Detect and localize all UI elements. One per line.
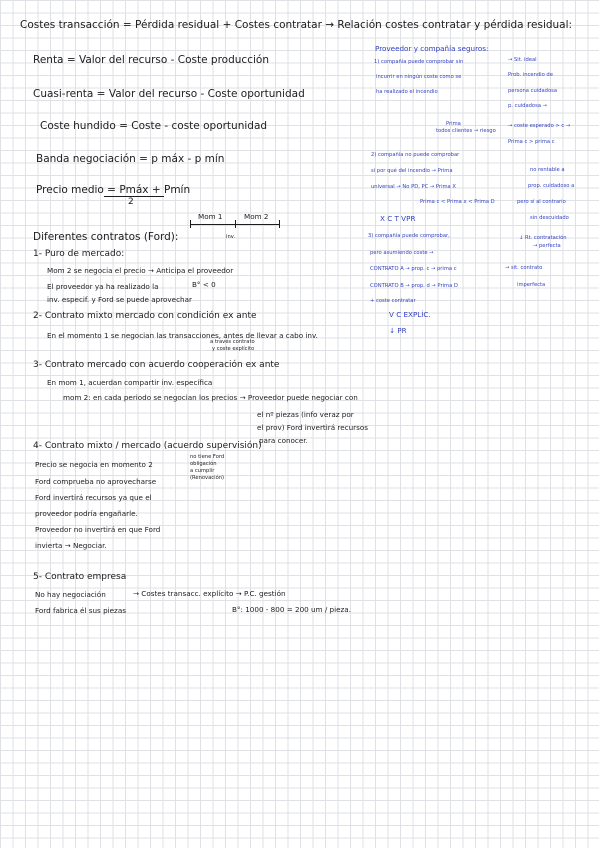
definition-coste-hundido: Coste hundido = Coste - coste oportunidad: [40, 120, 268, 132]
insurance-col2-line: sin descuidado: [530, 215, 569, 221]
insurance-col3-line: imperfecta: [517, 282, 546, 288]
fraction-denominator: 2: [128, 197, 134, 207]
timeline-tick-middle: [235, 220, 236, 228]
contract-3-line: mom 2: en cada periodo se negocian los precios → Proveedor puede negociar con: [63, 393, 358, 402]
contract-4-line: Ford invertirá recursos ya que el: [35, 493, 152, 502]
contract-5-arrow-note: → Costes transacc. explícito → P.C. gestión: [133, 589, 286, 598]
insurance-case-2-line: 2) compañía no puede comprobar: [371, 152, 460, 158]
definition-precio-medio: Precio medio = Pmáx + Pmín: [36, 184, 191, 196]
definition-banda-negociacion: Banda negociación = p máx - p mín: [36, 153, 225, 165]
contract-3-line: el nº piezas (info veraz por: [257, 410, 354, 419]
insurance-col1-line: → Sit. ideal: [508, 57, 537, 63]
contract-4-note: a cumplir: [190, 468, 215, 474]
insurance-arrow-note: → coste esperado > c →: [508, 123, 571, 129]
contract-4-line: invierta → Negociar.: [35, 541, 107, 550]
insurance-prima-note: Prima: [446, 121, 461, 127]
contract-1-line: Mom 2 se negocia el precio → Anticipa el proveedor: [47, 266, 234, 275]
contract-5-title: 5- Contrato empresa: [33, 572, 127, 582]
insurance-case-1-line: incurrir en ningún coste como se: [376, 74, 462, 80]
insurance-col3-line: → sit. contrato: [505, 265, 543, 271]
insurance-case-2-line: X C T VPR: [380, 214, 416, 223]
contract-4-title: 4- Contrato mixto / mercado (acuerdo supervisión): [33, 441, 262, 451]
insurance-case-3-line: V C EXPLÍC.: [389, 310, 431, 319]
timeline-tick-end: [279, 220, 280, 228]
contract-5-line: Ford fabrica él sus piezas: [35, 606, 126, 615]
contract-5-calc: B°: 1000 - 800 = 200 um / pieza.: [232, 605, 351, 614]
contract-3-line: En mom 1, acuerdan compartir inv. específica: [47, 378, 213, 387]
insurance-case-1-line: 1) compañía puede comprobar sin: [374, 59, 464, 65]
contract-1-line: El proveedor ya ha realizado la: [47, 282, 159, 291]
contract-4-note: obligación: [190, 461, 217, 467]
contract-2-title: 2- Contrato mixto mercado con condición ex ante: [33, 311, 257, 321]
insurance-case-3-line: CONTRATO B → prop. d → Prima D: [370, 283, 458, 289]
insurance-case-3-line: pero asumiendo coste →: [370, 250, 434, 256]
contract-2-note: a través contrato: [210, 339, 255, 345]
insurance-col1-line: persona cuidadosa: [508, 88, 558, 94]
insurance-col2-line: no rentable a: [530, 167, 565, 173]
insurance-col3-line: ↓ Rt. contratación: [519, 235, 567, 241]
contract-4-note: no tiene Ford: [190, 454, 225, 460]
timeline-label-mom1: Mom 1: [198, 212, 223, 221]
timeline-label-mom2: Mom 2: [244, 212, 269, 221]
insurance-col1-line: Prob. incendio de: [508, 72, 553, 78]
insurance-prima-note: todos clientes → riesgo: [436, 128, 496, 134]
timeline-tick-start: [190, 220, 191, 228]
insurance-arrow-note: Prima c > prima c: [508, 139, 555, 145]
fraction-bar: [104, 196, 164, 197]
insurance-case-2-line: si por qué del incendio → Prima: [371, 168, 453, 174]
contract-4-note: (Renovación): [190, 475, 225, 481]
contract-1-title: 1- Puro de mercado:: [33, 249, 125, 259]
definition-renta: Renta = Valor del recurso - Coste producción: [33, 54, 269, 66]
insurance-heading: Proveedor y compañía seguros:: [375, 44, 489, 53]
page-title: Costes transacción = Pérdida residual + Costes contratar → Relación costes contratar y pérdida residual:: [20, 19, 573, 31]
contract-4-line: Precio se negocia en momento 2: [35, 460, 153, 469]
insurance-case-2-line: universal → No PD, PC → Prima X: [371, 184, 456, 190]
contract-4-line: Ford comprueba no aprovecharse: [35, 477, 157, 486]
insurance-case-2-line: Prima c < Prima x < Prima D: [420, 199, 495, 205]
timeline-sub-label: inv.: [226, 234, 236, 240]
definition-cuasi-renta: Cuasi-renta = Valor del recurso - Coste oportunidad: [33, 88, 305, 100]
contract-4-line: proveedor podría engañarle.: [35, 509, 138, 518]
insurance-col2-line: prop. cuidadoso a: [528, 183, 575, 189]
insurance-case-3-line: + coste contratar: [370, 298, 416, 304]
contract-3-line: el prov) Ford invertirá recursos: [257, 423, 368, 432]
contract-1-note: B° < 0: [192, 280, 216, 289]
contract-3-line: para conocer.: [259, 436, 308, 445]
insurance-case-3-line: CONTRATO A → prop. c → prima c: [370, 266, 457, 272]
contracts-heading: Diferentes contratos (Ford):: [33, 231, 179, 243]
insurance-case-1-line: ha realizado el incendio: [376, 89, 438, 95]
contract-2-note: y coste explícito: [212, 346, 255, 352]
contract-1-line: inv. especif. y Ford se puede aprovechar: [47, 295, 192, 304]
insurance-col1-line: p. cuidadosa →: [508, 103, 547, 109]
insurance-col2-line: pero sí al contrario: [517, 199, 566, 205]
insurance-col3-line: → perfecta: [533, 243, 561, 249]
insurance-case-3-line: 3) compañía puede comprobar,: [368, 233, 450, 239]
contract-5-line: No hay negociación: [35, 590, 106, 599]
contract-2-line: En el momento 1 se negocian las transacciones, antes de llevar a cabo inv.: [47, 331, 318, 340]
insurance-case-3-line: ↓ PR: [389, 326, 407, 335]
contract-4-line: Proveedor no invertirá en que Ford: [35, 525, 161, 534]
contract-3-title: 3- Contrato mercado con acuerdo cooperación ex ante: [33, 360, 280, 370]
